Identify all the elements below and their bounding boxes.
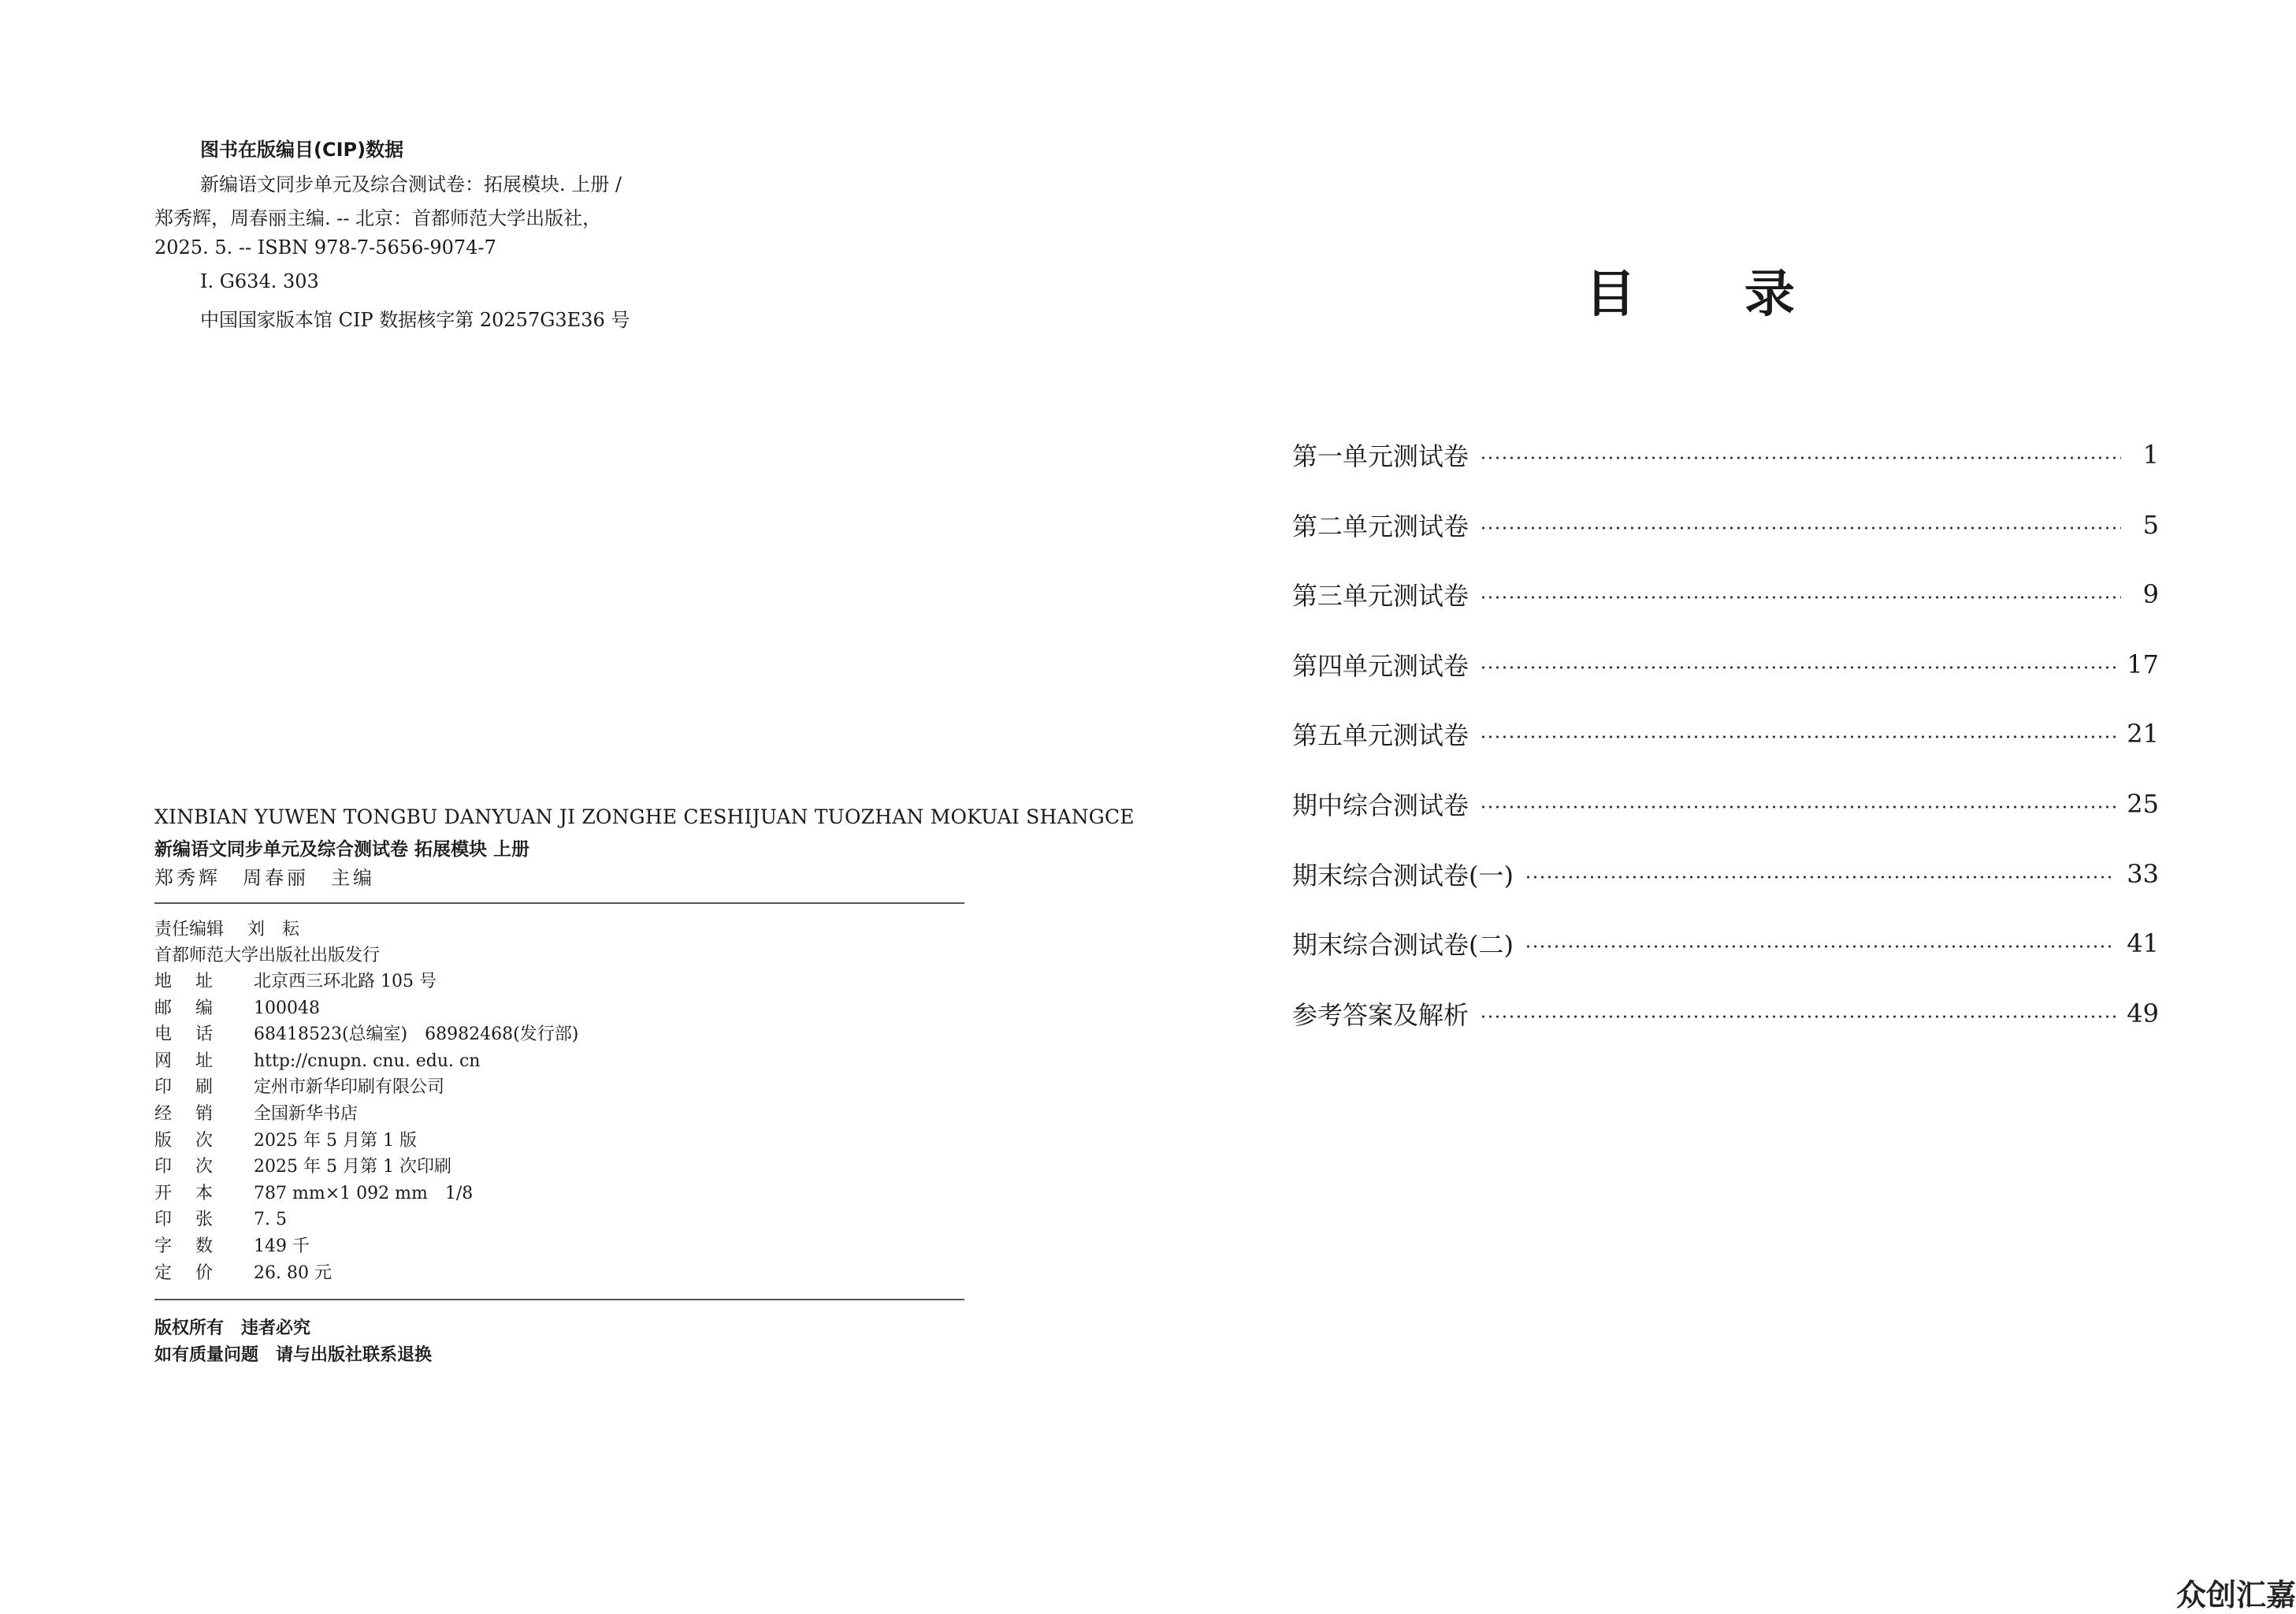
info-label: 邮 编 bbox=[154, 998, 214, 1018]
info-row bbox=[154, 1206, 287, 1229]
info-label-editor: 责任编辑 bbox=[154, 920, 225, 939]
info-row-editor bbox=[154, 916, 299, 939]
toc-item-label: 期末综合测试卷(一) bbox=[1292, 860, 1514, 891]
info-row bbox=[154, 1021, 578, 1044]
divider-top bbox=[154, 902, 964, 904]
info-row bbox=[154, 1047, 480, 1071]
info-row-publisher bbox=[154, 942, 380, 965]
toc-leader-dots bbox=[1480, 666, 2116, 669]
toc-item-label: 第二单元测试卷 bbox=[1292, 511, 1469, 541]
info-value: 2025 年 5 月第 1 次印刷 bbox=[254, 1157, 451, 1177]
divider-bottom bbox=[154, 1299, 964, 1300]
toc-leader-dots bbox=[1525, 945, 2116, 948]
toc-item[interactable] bbox=[1292, 716, 2159, 751]
watermark-logo: 众创汇嘉 bbox=[2175, 1578, 2296, 1612]
info-label: 电 话 bbox=[154, 1025, 214, 1045]
toc-item-page: 33 bbox=[2127, 858, 2159, 889]
toc-title bbox=[1148, 254, 2296, 324]
toc-item-label: 第五单元测试卷 bbox=[1292, 720, 1469, 751]
info-label: 经 销 bbox=[154, 1104, 214, 1124]
info-value: http://cnupn. cnu. edu. cn bbox=[254, 1051, 481, 1071]
toc-leader-dots bbox=[1480, 805, 2116, 809]
cip-line-title: 新编语文同步单元及综合测试卷：拓展模块. 上册 / bbox=[200, 173, 622, 195]
cip-heading: 图书在版编目(CIP)数据 bbox=[200, 139, 404, 161]
toc-item-page: 25 bbox=[2127, 789, 2159, 819]
toc-item[interactable] bbox=[1292, 857, 2159, 891]
info-value: 7. 5 bbox=[254, 1210, 287, 1230]
info-label: 开 本 bbox=[154, 1183, 214, 1203]
toc-leader-dots bbox=[1480, 456, 2121, 459]
info-value: 北京西三环北路 105 号 bbox=[254, 972, 437, 991]
info-value-editor: 刘 耘 bbox=[247, 920, 300, 939]
cip-line-editors: 郑秀辉，周春丽主编. -- 北京：首都师范大学出版社， bbox=[154, 207, 602, 229]
cip-line-number: 中国国家版本馆 CIP 数据核字第 20257G3E36 号 bbox=[200, 309, 630, 331]
toc-item[interactable] bbox=[1292, 996, 2159, 1031]
info-row bbox=[154, 1259, 332, 1283]
toc-title-char-1: 目 bbox=[1585, 266, 1636, 324]
toc-item-page: 5 bbox=[2142, 509, 2159, 540]
toc-item[interactable] bbox=[1292, 926, 2159, 961]
info-label: 地 址 bbox=[154, 972, 214, 991]
info-row bbox=[154, 1100, 358, 1124]
book-title-pinyin: XINBIAN YUWEN TONGBU DANYUAN JI ZONGHE CESHIJUAN TUOZHAN MOKUAI SHANGCE bbox=[154, 805, 1135, 828]
info-label: 网 址 bbox=[154, 1051, 214, 1071]
info-label: 印 刷 bbox=[154, 1077, 214, 1098]
toc-item-page: 9 bbox=[2142, 579, 2159, 610]
info-row bbox=[154, 968, 437, 991]
rights-notice: 版权所有 违者必究 bbox=[154, 1318, 311, 1338]
toc-item-label: 第四单元测试卷 bbox=[1292, 650, 1469, 681]
toc-leader-dots bbox=[1480, 1015, 2116, 1018]
toc-item[interactable] bbox=[1292, 508, 2159, 542]
info-value: 26. 80 元 bbox=[254, 1263, 332, 1283]
info-label: 印 次 bbox=[154, 1157, 214, 1177]
toc-item[interactable] bbox=[1292, 647, 2159, 682]
toc-item-label: 期中综合测试卷 bbox=[1292, 790, 1469, 820]
toc-item-page: 41 bbox=[2127, 928, 2159, 959]
info-row bbox=[154, 995, 320, 1018]
toc-item-label: 期末综合测试卷(二) bbox=[1292, 930, 1514, 961]
info-row bbox=[154, 1153, 451, 1177]
toc-page bbox=[1148, 0, 2296, 1614]
book-editors: 郑秀辉 周春丽 主编 bbox=[154, 867, 375, 889]
info-row bbox=[154, 1180, 473, 1203]
info-label: 印 张 bbox=[154, 1210, 214, 1230]
toc-item-label: 第三单元测试卷 bbox=[1292, 581, 1469, 612]
info-label: 版 次 bbox=[154, 1130, 214, 1151]
toc-leader-dots bbox=[1480, 526, 2121, 530]
info-value: 100048 bbox=[254, 998, 320, 1018]
info-row bbox=[154, 1073, 444, 1097]
info-label: 字 数 bbox=[154, 1237, 214, 1256]
info-value: 定州市新华印刷有限公司 bbox=[254, 1077, 445, 1098]
toc-item[interactable] bbox=[1292, 787, 2159, 821]
info-row bbox=[154, 1233, 310, 1256]
info-value: 787 mm×1 092 mm 1/8 bbox=[254, 1183, 474, 1203]
info-value: 2025 年 5 月第 1 版 bbox=[254, 1130, 417, 1151]
quality-notice: 如有质量问题 请与出版社联系退换 bbox=[154, 1345, 433, 1365]
toc-item-page: 21 bbox=[2127, 719, 2159, 749]
info-value: 149 千 bbox=[254, 1237, 310, 1256]
toc-item-label: 第一单元测试卷 bbox=[1292, 441, 1469, 471]
book-title: 新编语文同步单元及综合测试卷 拓展模块 上册 bbox=[154, 839, 530, 860]
toc-item[interactable] bbox=[1292, 577, 2159, 612]
cip-line-isbn: 2025. 5. -- ISBN 978-7-5656-9074-7 bbox=[154, 236, 496, 258]
info-label: 定 价 bbox=[154, 1263, 214, 1283]
toc-leader-dots bbox=[1525, 876, 2116, 879]
toc-item[interactable] bbox=[1292, 437, 2159, 472]
info-value: 68418523(总编室) 68982468(发行部) bbox=[254, 1025, 579, 1045]
info-value: 全国新华书店 bbox=[254, 1104, 359, 1124]
toc-item-page: 1 bbox=[2142, 440, 2159, 470]
toc-leader-dots bbox=[1480, 596, 2121, 599]
toc-item-page: 49 bbox=[2127, 998, 2159, 1028]
toc-item-page: 17 bbox=[2127, 649, 2159, 679]
toc-title-char-2: 录 bbox=[1744, 266, 1795, 324]
toc-leader-dots bbox=[1480, 735, 2116, 738]
cip-line-classification: Ⅰ. G634. 303 bbox=[200, 270, 319, 292]
toc-item-label: 参考答案及解析 bbox=[1292, 999, 1469, 1030]
info-row bbox=[154, 1127, 417, 1151]
publisher-line: 首都师范大学出版社出版发行 bbox=[154, 946, 381, 965]
